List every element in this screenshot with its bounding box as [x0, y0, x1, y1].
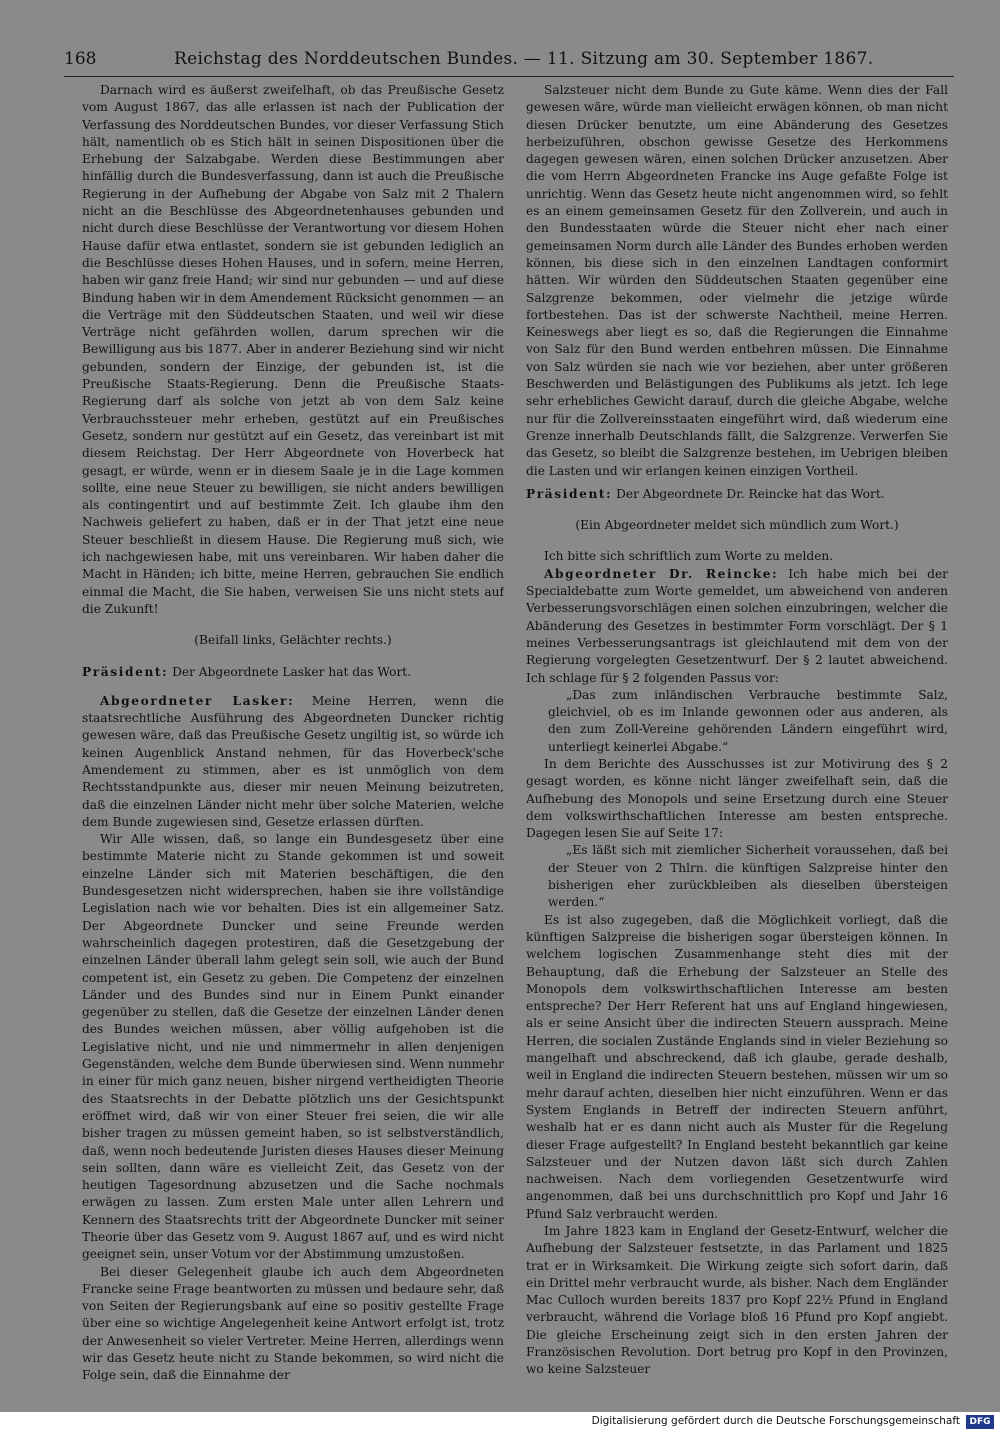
paragraph-text: Darnach wird es äußerst zweifelhaft, ob das Preußische Gesetz vom August 1867, das alle erlassen ist nach der Publication der Verfassung des Norddeutschen Bundes, vor dieser Verfassung Stich hält, namentlich ob es Stich hält in seinen Dispositionen über die Erhebung der Salzabgabe. Werden diese Bestimmungen aber hinfällig durch die Bundesverfassung, dann ist auch die Preußische Regierung in der Aufhebung der Abgabe von Salz mit 2 Thalern nicht an die Beschlüsse des Abgeordnetenhauses gebunden und nicht durch diese Beschlüsse der Verantwortung vor diesem Hohen Hause dafür etwa entlastet, sondern sie ist gebunden lediglich an die Beschlüsse dieses Hohen Hauses, und in sofern, meine Herren, haben wir ganz freie Hand; wir sind nur gebunden — und auf diese Bindung haben wir in dem Amendement Rücksicht genommen — an die Verträge mit den Süddeutschen Staaten, und weil wir diese Verträge nicht gefährden wollen, darum sprechen wir die Bewilligung aus bis 1877. Aber in anderer Beziehung sind wir nicht gebunden, sondern der Einzige, der gebunden ist, ist die Preußische Staats-Regierung. Denn die Preußische Staats-Regierung darf als solche von jetzt ab von dem Salz keine Verbrauchssteuer mehr erheben, gestützt auf ein Preußisches Gesetz, sondern nur gestützt auf ein Gesetz, das vereinbart ist mit diesem Reichstag. Der Herr Abgeordnete von Hoverbeck hat gesagt, er würde, wenn er in diesem Saale je in die Lage kommen sollte, eine neue Steuer zu bewilligen, sie nicht anders bewilligen als contingentirt und auf bestimmte Zeit. Ich glaube ihm den Nachweis geliefert zu haben, daß er in der That jetzt eine neue Steuer beschließt in diesem Hause. Die Regierung muß sich, wie ich nachgewiesen habe, mit uns vereinbaren. Wir haben daher die Macht in Händen; ich bitte, meine Herren, gebrauchen Sie endlich einmal die Macht, die Sie haben, verweisen Sie uns nicht stets auf die Zukunft! — [82, 83, 504, 616]
paragraph-text: Der Abgeordnete Dr. Reincke hat das Wort. — [616, 486, 885, 501]
paragraph-text: Der Abgeordnete Lasker hat das Wort. — [172, 664, 412, 679]
paragraph-text: Ich bitte sich schriftlich zum Worte zu melden. — [544, 549, 834, 564]
paragraph-text: „Es läßt sich mit ziemlicher Sicherheit voraussehen, daß bei der Steuer von 2 Thlrn. die künftigen Salzpreise hinter den bisherigen eher zurückbleiben als dieselben übersteigen werden.“ — [548, 843, 948, 910]
funding-note: Digitalisierung gefördert durch die Deutsche Forschungsgemeinschaft — [591, 1415, 960, 1427]
paragraph-l5 — [82, 831, 504, 1263]
speaker-label: Präsident: — [526, 486, 613, 501]
paragraph-text: Im Jahre 1823 kam in England der Gesetz-Entwurf, welcher die Aufhebung der Salzsteuer festsetzte, in das Parlament und 1825 trat er in Wirksamkeit. Die Wirkung zeigte sich sofort darin, daß ein Drittel mehr verbraucht wurde, als bisher. Nach dem Engländer Mac Culloch wurden bereits 1837 pro Kopf 22½ Pfund in England verbraucht, während die Vorlage bloß 16 Pfund pro Kopf angiebt. Die gleiche Erscheinung zeigt sich in den ersten Jahren der Französischen Revolution. Dort betrug pro Kopf in den Provinzen, wo keine Salzsteuer — [526, 1224, 948, 1377]
paragraph-text: Bei dieser Gelegenheit glaube ich auch dem Abgeordneten Francke seine Frage beantworten zu müssen und bedaure sehr, daß von Seiten der Regierungsbank auf eine so positiv gestellte Frage über eine so wichtige Angelegenheit keine Antwort erfolgt ist, trotz der Anwesenheit so vieler Vertreter. Meine Herren, allerdings wenn wir das Gesetz heute nicht zu Stande bekommen, so wird nicht die Folge sein, daß die Einnahme der — [82, 1264, 504, 1382]
paragraph-l1 — [82, 82, 504, 618]
running-title: Reichstag des Norddeutschen Bundes. — 11. Sitzung am 30. September 1867. — [174, 49, 874, 69]
paragraph-r4 — [526, 548, 948, 565]
dfg-logo: DFG — [966, 1415, 994, 1429]
paragraph-text: Es ist also zugegeben, daß die Möglichkeit vorliegt, daß die künftigen Salzpreise die bisherigen sogar übersteigen können. In welchem logischen Zusammenhange steht dies mit der Behauptung, daß die Erhebung der Salzsteuer an Stelle des Monopols dem volkswirthschaftlichen Interesse am besten entspreche? Der Herr Referent hat uns auf England hingewiesen, als er seine Ansicht über die indirecten Steuern aussprach. Meine Herren, die socialen Zustände Englands sind in vieler Beziehung so mangelhaft und abschreckend, daß ich glaube, gerade deshalb, weil in England die indirecten Steuern bestehen, müssen wir um so mehr darauf achten, dieselben hier nicht einzuführen. Wenn er das System Englands in Betreff der indirecten Steuern anführt, weshalb hat er es dann nicht auch als Muster für die Regelung dieser Frage aufgestellt? In England besteht bekanntlich gar keine Salzsteuer und der Nutzen davon läßt sich durch Zahlen nachweisen. Nach dem vorliegenden Gesetzentwurfe wird angenommen, daß bei uns durchschnittlich pro Kopf und Jahr 16 Pfund Salz verbraucht werden. — [526, 912, 948, 1221]
footer-bar — [0, 1412, 1000, 1432]
paragraph-text: Wir Alle wissen, daß, so lange ein Bundesgesetz über eine bestimmte Materie nicht zu Stande gekommen ist und soweit einzelne Länder sich mit Materien beschäftigen, die den Bundesgesetzen nicht widersprechen, haben sie ihre vollständige Legislation nach wie vor behalten. Dies ist ein allgemeiner Satz. Der Abgeordnete Duncker und seine Freunde werden wahrscheinlich dagegen protestiren, daß die Gesetzgebung der einzelnen Länder überall lahm gelegt sein soll, wie auch der Bund competent ist, ein Gesetz zu geben. Die Competenz der einzelnen Länder und des Bundes sind nur in Einem Punkt einander gegenüber zu stellen, daß die Gesetze der einzelnen Länder denen des Bundes weichen müssen, aber völlig aufgehoben ist die Legislative nicht, und nie und nimmermehr in allen denjenigen Gegenständen, welche dem Bunde überwiesen sind. Wenn nunmehr in einer für mich ganz neuen, bisher nirgend vertheidigten Theorie des Staatsrechts in der Debatte plötzlich uns der Gesichtspunkt eröffnet wird, daß wir von einer Steuer frei seien, die wir alle bisher tragen zu müssen gemeint haben, so ist selbstverständlich, daß, wenn noch bedeutende Juristen dieses Hauses dieser Meinung sein sollten, dann wäre es vielleicht Zeit, das Gesetz von der heutigen Tagesordnung abzusetzen und die Sache nochmals erwägen zu lassen. Zum ersten Male unter allen Lehrern und Kennern des Staatsrechts tritt der Abgeordnete Duncker mit seiner Theorie über das Gesetz vom 9. August 1867 auf, und es wird nicht geeignet sein, unser Votum vor der Abstimmung umzustoßen. — [82, 832, 504, 1262]
paragraph-text: (Beifall links, Gelächter rechts.) — [194, 633, 392, 648]
running-header — [64, 44, 954, 74]
paragraph-text: (Ein Abgeordneter meldet sich mündlich zum Wort.) — [575, 518, 899, 533]
paragraph-text: In dem Berichte des Ausschusses ist zur Motivirung des § 2 gesagt worden, es könne nicht länger zweifelhaft sein, daß die Aufhebung des Monopols und seine Ersetzung durch eine Steuer dem volkswirthschaftlichen Interesse am besten entspreche. Dagegen lesen Sie auf Seite 17: — [526, 756, 948, 841]
paragraph-r1 — [526, 82, 948, 480]
paragraph-l4 — [82, 693, 504, 831]
paragraph-r6 — [548, 687, 948, 756]
paragraph-text: Salzsteuer nicht dem Bunde zu Gute käme. Wenn dies der Fall gewesen wäre, würde man vielleicht erwägen können, ob man nicht diesen Drücker benutzte, um eine Abänderung des Gesetzes herbeizuführen, obschon gewisse Gesetze des Herkommens dagegen gewesen wären, einen solchen Drücker anzusetzen. Aber die vom Herrn Abgeordneten Francke ins Auge gefaßte Folge ist unrichtig. Wenn das Gesetz heute nicht angenommen wird, so fehlt es an einem gemeinsamen Gesetz für den Zollverein, und auch in den Bundesstaaten würde die Steuer nicht eher nach einer gemeinsamen Norm durch alle Länder des Bundes erhoben werden können, bis diese sich in den einzelnen Landtagen conformirt hätten. Wir würden den Süddeutschen Staaten gegenüber eine Salzgrenze bekommen, oder vielmehr die jetzige würde fortbestehen. Das ist der schwerste Nachtheil, meine Herren. Keineswegs aber liegt es so, daß die Regierungen die Einnahme von Salz für den Bund werden entbehren müssen. Die Einnahme von Salz würden sie nach wie vor beziehen, aber unter größeren Beschwerden und Belästigungen des Publikums als jetzt. Ich lege sehr erhebliches Gewicht darauf, durch die gleiche Abgabe, welche nur für die Zollvereinsstaaten eingeführt wird, daß wiederum eine Grenze innerhalb Deutschlands fällt, die Salzgrenze. Verwerfen Sie das Gesetz, so bleibt die Salzgrenze bestehen, im Uebrigen bleiben die Lasten und wir erlangen keinen einzigen Vortheil. — [526, 83, 948, 478]
speaker-label: Abgeordneter Lasker: — [100, 693, 295, 708]
paragraph-r5 — [526, 566, 948, 687]
paragraph-text: „Das zum inländischen Verbrauche bestimmte Salz, gleichviel, ob es im Inlande gewonnen oder aus anderen, als den zum Zoll-Vereine gehörenden Ländern eingeführt wird, unterliegt keinerlei Abgabe.“ — [548, 687, 948, 754]
header-rule — [64, 76, 954, 77]
paragraph-r8 — [548, 842, 948, 911]
speaker-label: Präsident: — [82, 664, 169, 679]
paragraph-text: Ich habe mich bei der Specialdebatte zum Worte gemeldet, um abweichend von anderen Verbesserungsvorschlägen einen solchen einzubringen, welcher die Abänderung des Gesetzes in bestimmter Form vorschlägt. Der § 1 meines Verbesserungsantrags ist gleichlautend mit dem von der Regierung vorgelegten Gesetzentwurf. Der § 2 lautet abweichend. Ich schlage für § 2 folgenden Passus vor: — [526, 566, 948, 685]
page-number: 168 — [64, 49, 97, 69]
paragraph-l3 — [82, 664, 504, 681]
left-column — [82, 82, 504, 1382]
paragraph-r3 — [526, 517, 948, 534]
paragraph-text: Meine Herren, wenn die staatsrechtliche Ausführung des Abgeordneten Duncker richtig gewesen wäre, daß das Preußische Gesetz ungiltig ist, so würde ich keinen Augenblick Anstand nehmen, für das Hoverbeck'sche Amendement zu stimmen, aber es ist unmöglich von dem Rechtsstandpunkte aus, dieser mir neuen Meinung beizutreten, daß die einzelnen Länder nicht mehr über solche Materien, welche dem Bunde zugewiesen sind, Gesetze erlassen dürften. — [82, 693, 504, 829]
paragraph-r10 — [526, 1223, 948, 1379]
paragraph-r9 — [526, 912, 948, 1223]
paragraph-l2 — [82, 632, 504, 649]
paragraph-l6 — [82, 1264, 504, 1382]
paragraph-r7 — [526, 756, 948, 842]
speaker-label: Abgeordneter Dr. Reincke: — [544, 566, 779, 581]
paragraph-r2 — [526, 486, 948, 503]
right-column — [526, 82, 948, 1382]
